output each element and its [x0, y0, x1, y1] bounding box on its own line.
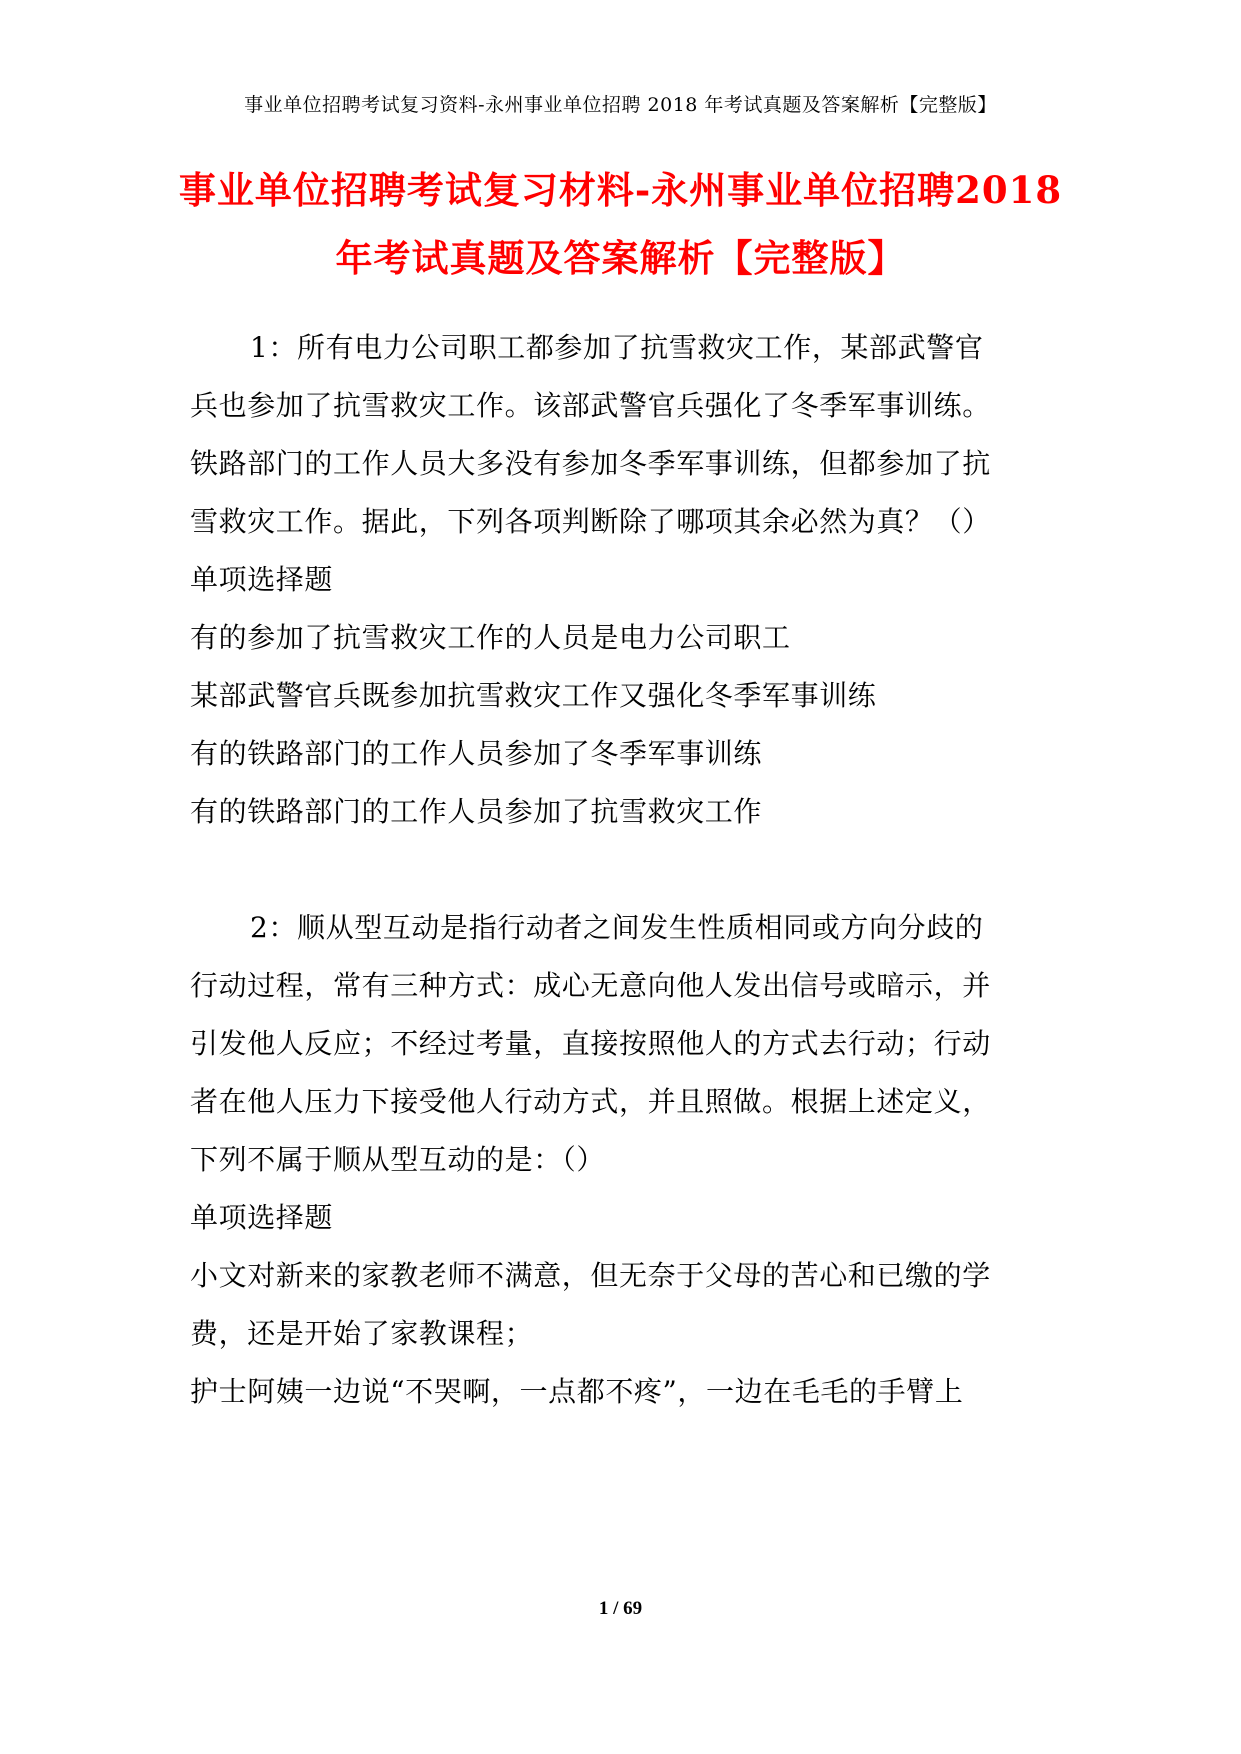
- document-title-line-2: 年考试真题及答案解析【完整版】: [335, 236, 906, 280]
- page-indicator: 1 / 69: [598, 1598, 643, 1619]
- question-2-stem-line: 2：顺从型互动是指行动者之间发生性质相同或方向分歧的: [250, 911, 984, 944]
- question-2-option-line: 护士阿姨一边说“不哭啊，一点都不疼”，一边在毛毛的手臂上: [190, 1375, 964, 1408]
- question-2-stem-line: 者在他人压力下接受他人行动方式，并且照做。根据上述定义，: [190, 1085, 991, 1118]
- question-1-option: 有的铁路部门的工作人员参加了冬季军事训练: [190, 737, 763, 770]
- question-2-option-line: 费，还是开始了家教课程；: [190, 1317, 534, 1350]
- question-2-option-line: 小文对新来的家教老师不满意，但无奈于父母的苦心和已缴的学: [190, 1259, 991, 1292]
- question-1-stem-line: 1：所有电力公司职工都参加了抗雪救灾工作，某部武警官: [250, 331, 984, 364]
- question-1-option: 有的参加了抗雪救灾工作的人员是电力公司职工: [190, 621, 791, 654]
- question-1-option: 有的铁路部门的工作人员参加了抗雪救灾工作: [190, 795, 763, 828]
- running-header: 事业单位招聘考试复习资料-永州事业单位招聘 2018 年考试真题及答案解析【完整版】: [244, 94, 997, 116]
- question-2-stem-line: 行动过程，常有三种方式：成心无意向他人发出信号或暗示，并: [190, 969, 991, 1002]
- question-1-type: 单项选择题: [190, 563, 334, 596]
- question-1-option: 某部武警官兵既参加抗雪救灾工作又强化冬季军事训练: [190, 679, 877, 712]
- question-2-type: 单项选择题: [190, 1201, 334, 1234]
- question-1-stem-line: 铁路部门的工作人员大多没有参加冬季军事训练，但都参加了抗: [190, 447, 991, 480]
- question-1-stem-line: 雪救灾工作。据此，下列各项判断除了哪项其余必然为真？（）: [190, 505, 991, 538]
- question-2-stem-line: 引发他人反应；不经过考量，直接按照他人的方式去行动；行动: [190, 1027, 991, 1060]
- question-1-stem-line: 兵也参加了抗雪救灾工作。该部武警官兵强化了冬季军事训练。: [190, 389, 991, 422]
- question-2-stem-line: 下列不属于顺从型互动的是：（）: [190, 1143, 606, 1176]
- document-title-line-1: 事业单位招聘考试复习材料-永州事业单位招聘2018: [178, 168, 1063, 212]
